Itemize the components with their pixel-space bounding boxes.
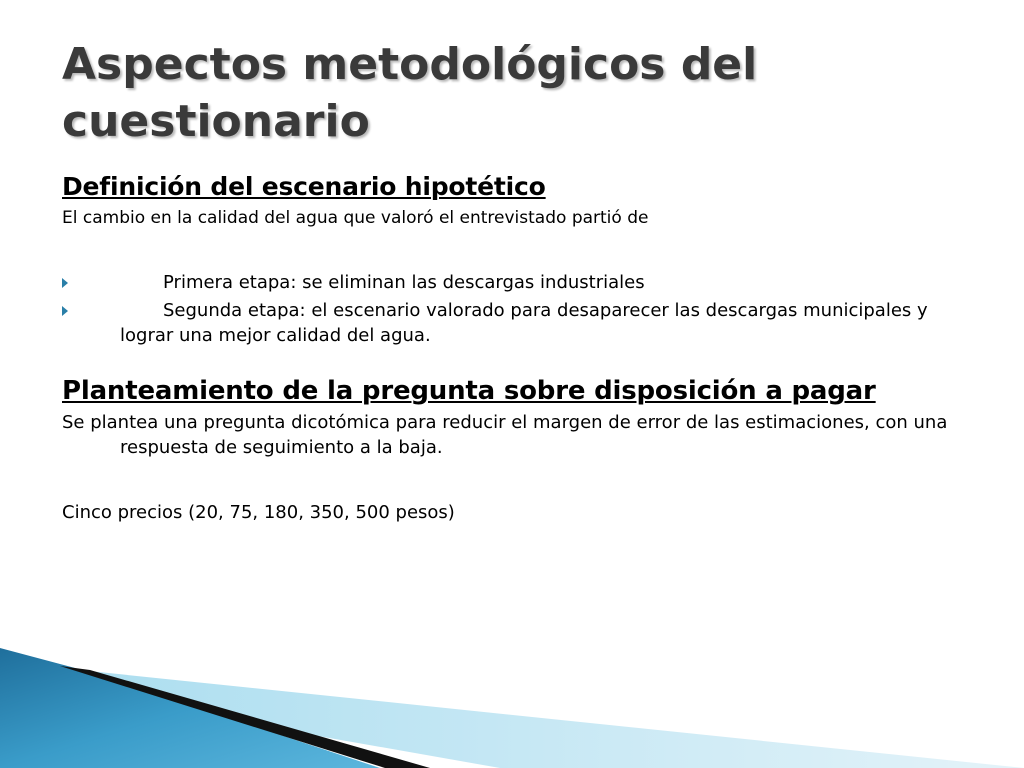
section-heading-scenario: Definición del escenario hipotético [62,172,546,201]
slide-title: Aspectos metodológicos del cuestionario [62,39,758,147]
decorative-corner-stripes [0,640,1024,768]
wtp-question-text: Se plantea una pregunta dicotómica para reducir el margen de error de las estimaciones, con una respuesta de seguimiento a la baja. [62,412,948,458]
bullet-item-stage-1 [62,270,982,295]
section-heading-wtp-question: Planteamiento de la pregunta sobre disposición a pagar [62,376,876,406]
bullet-text: Primera etapa: se eliminan las descargas industriales [163,272,645,293]
arrow-right-bullet-icon [62,278,68,288]
scenario-intro-text: El cambio en la calidad del agua que valoró el entrevistado partió de [62,208,649,228]
prices-text: Cinco precios (20, 75, 180, 350, 500 pesos) [62,502,455,523]
bullet-item-stage-2 [62,298,982,348]
bullet-text: Segunda etapa: el escenario valorado para desaparecer las descargas municipales y lograr una mejor calidad del agua. [120,300,928,346]
arrow-right-bullet-icon [62,306,68,316]
stage-bullet-list [62,270,982,348]
slide-content [62,170,982,525]
